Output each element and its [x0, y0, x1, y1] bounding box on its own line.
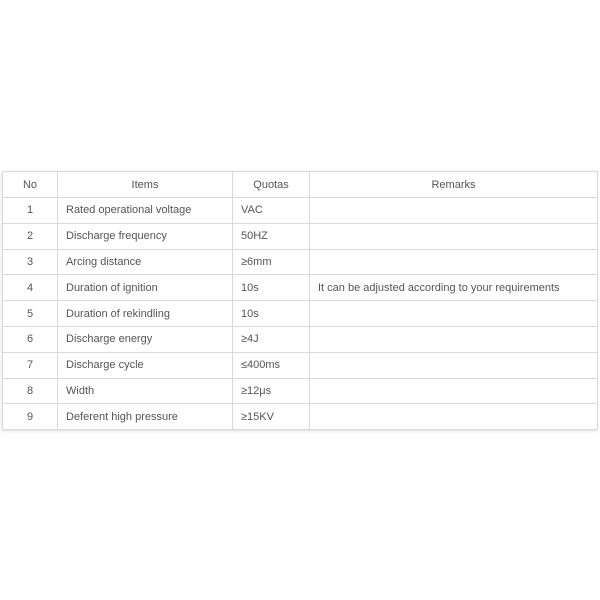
- cell-remark: [310, 223, 598, 249]
- cell-no: 8: [3, 378, 58, 404]
- header-remarks: Remarks: [310, 172, 598, 198]
- cell-remark: [310, 326, 598, 352]
- cell-no: 5: [3, 301, 58, 327]
- table-row: [3, 198, 598, 224]
- cell-quota: ≥6mm: [233, 249, 310, 275]
- table-row: [3, 352, 598, 378]
- cell-remark: [310, 249, 598, 275]
- cell-quota: 10s: [233, 275, 310, 301]
- cell-remark: [310, 404, 598, 430]
- table-row: [3, 404, 598, 430]
- cell-remark: [310, 301, 598, 327]
- table-row: [3, 275, 598, 301]
- cell-no: 3: [3, 249, 58, 275]
- header-items: Items: [58, 172, 233, 198]
- cell-no: 4: [3, 275, 58, 301]
- cell-remark: [310, 198, 598, 224]
- cell-remark: [310, 378, 598, 404]
- header-quotas: Quotas: [233, 172, 310, 198]
- cell-item: Rated operational voltage: [58, 198, 233, 224]
- table-row: [3, 249, 598, 275]
- cell-item: Duration of ignition: [58, 275, 233, 301]
- cell-item: Deferent high pressure: [58, 404, 233, 430]
- cell-quota: ≥15KV: [233, 404, 310, 430]
- cell-item: Discharge energy: [58, 326, 233, 352]
- cell-item: Discharge frequency: [58, 223, 233, 249]
- cell-remark: [310, 352, 598, 378]
- header-no: No: [3, 172, 58, 198]
- cell-item: Duration of rekindling: [58, 301, 233, 327]
- table-row: [3, 223, 598, 249]
- cell-no: 6: [3, 326, 58, 352]
- spec-table: [2, 171, 598, 430]
- table-row: [3, 301, 598, 327]
- cell-no: 1: [3, 198, 58, 224]
- cell-quota: VAC: [233, 198, 310, 224]
- cell-no: 9: [3, 404, 58, 430]
- cell-quota: 50HZ: [233, 223, 310, 249]
- cell-quota: ≥4J: [233, 326, 310, 352]
- cell-item: Width: [58, 378, 233, 404]
- cell-item: Discharge cycle: [58, 352, 233, 378]
- cell-remark: It can be adjusted according to your requirements: [310, 275, 598, 301]
- cell-no: 7: [3, 352, 58, 378]
- cell-no: 2: [3, 223, 58, 249]
- cell-item: Arcing distance: [58, 249, 233, 275]
- table-row: [3, 326, 598, 352]
- cell-quota: ≥12μs: [233, 378, 310, 404]
- cell-quota: ≤400ms: [233, 352, 310, 378]
- cell-quota: 10s: [233, 301, 310, 327]
- table-header-row: [3, 172, 598, 198]
- spec-table-container: [2, 171, 597, 430]
- table-row: [3, 378, 598, 404]
